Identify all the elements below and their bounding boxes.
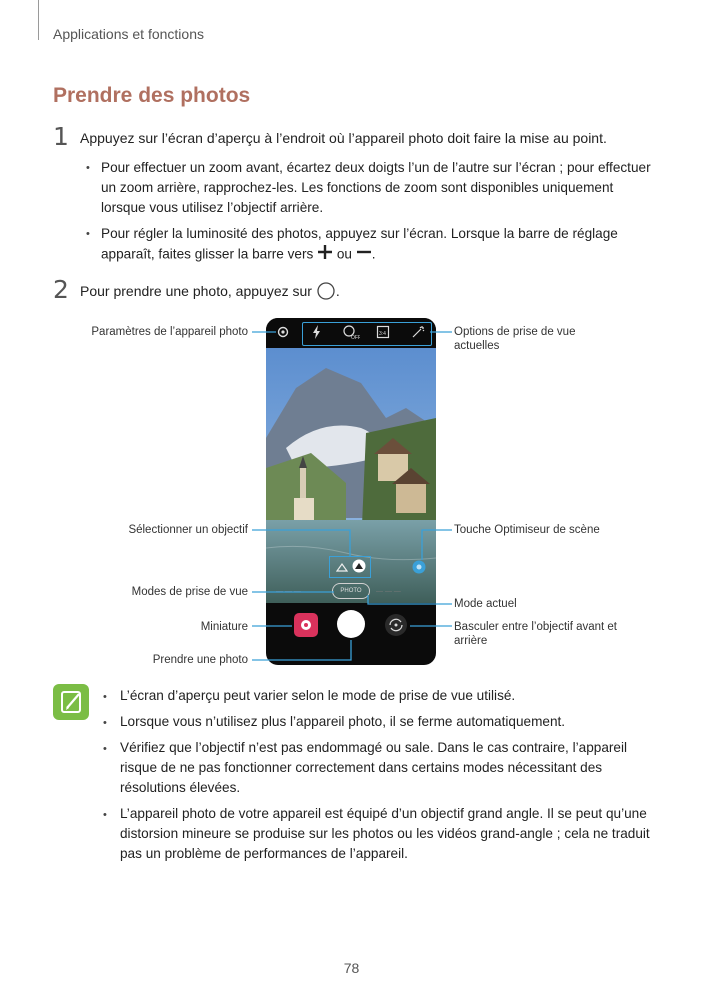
note-text: L’appareil photo de votre appareil est équipé d’un objectif grand angle. Il se peut qu’une distorsion mineure se produise sur les photos ou les vidéos grand-angle ; cela ne traduit pas un problème de performances de l’appareil. xyxy=(120,806,650,861)
callout-options-line1: Options de prise de vue xyxy=(454,326,576,338)
step-number: 2 xyxy=(53,275,69,304)
page-title: Prendre des photos xyxy=(53,84,251,107)
callout-shooting-modes: Modes de prise de vue xyxy=(131,586,248,598)
bullet-dot: • xyxy=(86,162,90,174)
bullet-text-part: apparaît, faites glisser la barre vers xyxy=(101,246,314,262)
callout-switch-line2: arrière xyxy=(454,635,488,647)
note-bullet: • xyxy=(103,691,107,703)
section-header: Applications et fonctions xyxy=(53,26,204,42)
note-bullet: • xyxy=(103,717,107,729)
step-text-part: Pour prendre une photo, appuyez sur xyxy=(80,283,312,300)
callout-scene-optimizer: Touche Optimiseur de scène xyxy=(454,524,600,536)
note-text: Lorsque vous n’utilisez plus l’appareil photo, il se ferme automatiquement. xyxy=(120,714,566,729)
current-mode-pill[interactable]: PHOTO xyxy=(332,583,370,599)
note-text: Vérifiez que l’objectif n’est pas endommagé ou sale. Dans le cas contraire, l’appareil risque de ne pas fonctionner correctement dans certains modes nécessitant des résolutions élevées. xyxy=(120,740,628,795)
bullet-text-part: . xyxy=(371,246,376,262)
flash-off-label: OFF xyxy=(351,335,360,340)
note-text: L’écran d’aperçu peut varier selon le mode de prise de vue utilisé. xyxy=(120,688,516,703)
note-bullet: • xyxy=(103,809,107,821)
step-text-part: . xyxy=(335,283,340,300)
note-bullet: • xyxy=(103,743,107,755)
bullet-text-part: ou xyxy=(336,246,352,262)
callout-options xyxy=(454,325,654,353)
callout-settings: Paramètres de l’appareil photo xyxy=(91,326,248,338)
page-number: 78 xyxy=(343,960,360,976)
bullet-dot: • xyxy=(86,228,90,240)
callout-thumbnail: Miniature xyxy=(200,621,248,633)
callout-current-mode: Mode actuel xyxy=(454,598,517,610)
callout-switch-camera xyxy=(454,620,654,648)
callout-take-photo: Prendre une photo xyxy=(152,654,248,666)
callout-select-lens: Sélectionner un objectif xyxy=(128,524,248,536)
bullet-text: Pour effectuer un zoom avant, écartez deux doigts l’un de l’autre sur l’écran ; pour effectuer un zoom arrière, rapprochez-les. Les fonctions de zoom sont disponibles uniquement lorsque vous utilisez l’objectif arrière. xyxy=(101,160,651,215)
note-icon xyxy=(53,684,89,720)
step-text: Appuyez sur l’écran d’aperçu à l’endroit où l’appareil photo doit faire la mise au point. xyxy=(80,130,607,146)
callout-options-line2: actuelles xyxy=(454,340,500,352)
ratio-label: 3:4 xyxy=(379,331,386,337)
step-number: 1 xyxy=(53,122,69,151)
mode-left[interactable]: — — — xyxy=(276,588,301,595)
bullet-text: Pour régler la luminosité des photos, appuyez sur l’écran. Lorsque la barre de réglage xyxy=(101,226,618,241)
mode-right[interactable]: — — — xyxy=(376,588,401,595)
callout-switch-line1: Basculer entre l’objectif avant et xyxy=(454,621,618,633)
